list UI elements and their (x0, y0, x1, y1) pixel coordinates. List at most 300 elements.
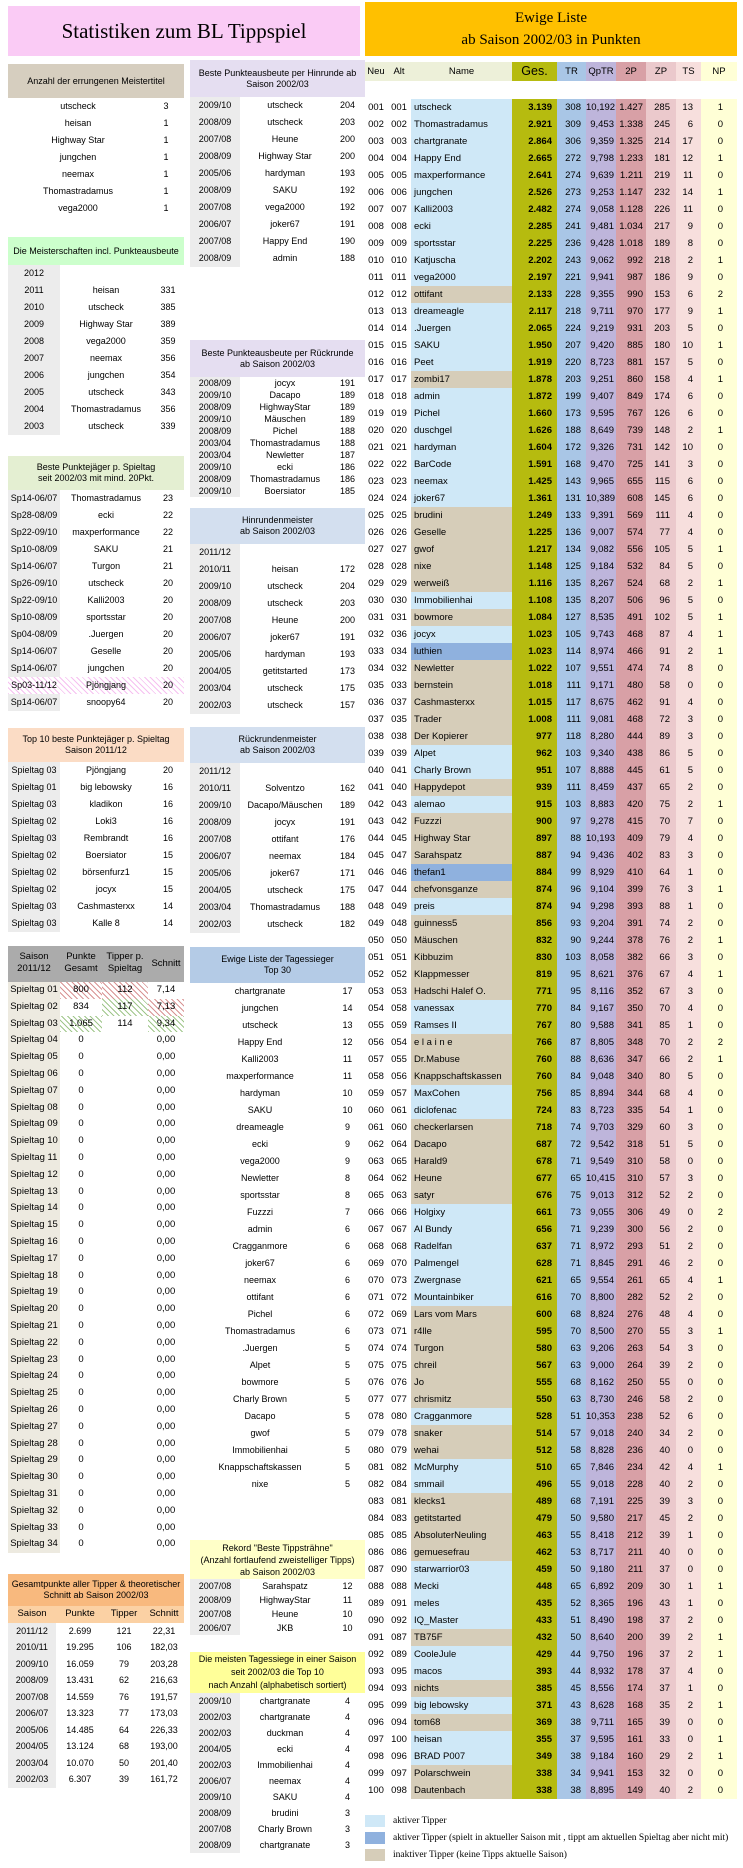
tr-value: 58 (557, 1442, 586, 1459)
points: 356 (160, 353, 176, 363)
tipper-name: sportsstar (411, 235, 512, 252)
header-line1: Beste Punkteausbeute per Hinrunde ab (198, 67, 357, 78)
table-row (190, 1408, 365, 1425)
table-row (8, 1116, 184, 1133)
qptr-value: 9,798 (586, 150, 616, 167)
table-row (8, 490, 184, 507)
ranking-row (365, 490, 743, 507)
rank-new: 079 (368, 1428, 384, 1439)
table-row (190, 1425, 365, 1442)
zp-value: 40 (646, 1476, 676, 1493)
zp-value: 64 (646, 864, 676, 881)
total-points: 874 (512, 881, 557, 898)
tr-value: 274 (557, 167, 586, 184)
tr-value: 236 (557, 235, 586, 252)
qptr-value: 8,162 (586, 1374, 616, 1391)
points: 157 (339, 700, 356, 710)
tipper-name: jungchen (241, 1003, 279, 1013)
points: 22 (162, 527, 173, 537)
np-value: 1 (701, 184, 737, 201)
tippers-count (102, 1049, 148, 1066)
qptr-value: 8,800 (586, 1289, 616, 1306)
2p-value: 444 (616, 728, 646, 745)
total-points: 2.202 (512, 252, 557, 269)
np-value: 0 (701, 1306, 737, 1323)
tipper-name: heisan (271, 564, 299, 574)
average: 193,00 (150, 1741, 178, 1751)
header-line1: Beste Punktejäger p. Spieltag (36, 462, 156, 472)
table-row (190, 1119, 365, 1136)
table-row (8, 282, 184, 299)
total-points: 1.626 (512, 422, 557, 439)
zp-value: 33 (646, 1731, 676, 1748)
qptr-value: 9,326 (586, 439, 616, 456)
rank-old: 086 (391, 1547, 407, 1558)
rank-old: 051 (391, 952, 407, 963)
tipper-name: satyr (411, 1187, 512, 1204)
year: 2009 (8, 316, 60, 333)
tippers-count: 112 (102, 982, 148, 999)
zp-value: 96 (646, 592, 676, 609)
rank-new: 075 (368, 1360, 384, 1371)
zp-value: 65 (646, 779, 676, 796)
qptr-value: 9,554 (586, 1272, 616, 1289)
average: 0,00 (156, 1219, 176, 1231)
qptr-value: 9,359 (586, 133, 616, 150)
season: 2006/07 (190, 848, 240, 865)
qptr-value: 8,490 (586, 1612, 616, 1629)
np-value: 0 (701, 354, 737, 371)
rank-old: 092 (391, 1615, 407, 1626)
ranking-row (365, 1306, 743, 1323)
rank-new: 021 (368, 442, 384, 453)
table-hinrunde (190, 60, 365, 267)
table-row (8, 1722, 184, 1739)
table-row (8, 1503, 184, 1520)
tipper-name: Kalle 8 (92, 918, 120, 928)
points: 23 (162, 493, 173, 503)
ranking-row (365, 303, 743, 320)
table-header (190, 60, 365, 97)
rank-old: 091 (391, 1598, 407, 1609)
np-value: 0 (701, 405, 737, 422)
season: 2007/08 (190, 1579, 240, 1593)
year: 2007 (8, 350, 60, 367)
ranking-row (365, 1493, 743, 1510)
rank-new: 032 (368, 629, 384, 640)
tr-value: 94 (557, 847, 586, 864)
title-count: 1 (163, 169, 169, 179)
points: 6.307 (68, 1774, 92, 1784)
table-row (8, 982, 184, 999)
ts-value: 5 (676, 609, 701, 626)
rank-old: 004 (391, 153, 407, 164)
matchday-label: Spieltag 03 (8, 898, 60, 915)
tr-value: 93 (557, 915, 586, 932)
col-header-punkte: Punkte (56, 1606, 104, 1623)
np-value: 1 (701, 966, 737, 983)
np-value: 0 (701, 983, 737, 1000)
zp-value: 39 (646, 1493, 676, 1510)
tipper-name: checkerlarsen (411, 1119, 512, 1136)
2p-value: 238 (616, 1408, 646, 1425)
points: 16 (162, 782, 173, 792)
2p-value: 217 (616, 1510, 646, 1527)
tipper-name: dreameagle (236, 1122, 284, 1132)
ts-value: 10 (676, 337, 701, 354)
tipper-name: snaker (411, 1425, 512, 1442)
ts-value: 8 (676, 660, 701, 677)
ranking-row (365, 541, 743, 558)
np-value: 1 (701, 422, 737, 439)
year: 2012 (8, 265, 60, 282)
qptr-value: 9,007 (586, 524, 616, 541)
table-meiste-tagessiege (190, 1652, 365, 1853)
np-value: 1 (701, 1646, 737, 1663)
tipper-name: r4lle (411, 1323, 512, 1340)
rank-old: 053 (391, 986, 407, 997)
table-row (190, 1593, 365, 1607)
total-points: 856 (512, 915, 557, 932)
ranking-row (365, 1272, 743, 1289)
rank-new: 072 (368, 1309, 384, 1320)
tipper-name: vanessax (411, 1000, 512, 1017)
rank-new: 052 (368, 969, 384, 980)
2p-value: 402 (616, 847, 646, 864)
np-value: 1 (701, 1323, 737, 1340)
wins-count: 10 (342, 1105, 353, 1115)
ranking-row (365, 439, 743, 456)
ranking-row (365, 966, 743, 983)
2p-value: 344 (616, 1085, 646, 1102)
season: 2006/07 (190, 629, 240, 646)
tr-value: 68 (557, 1374, 586, 1391)
rank-old: 048 (391, 918, 407, 929)
2p-value: 318 (616, 1136, 646, 1153)
zp-value: 245 (646, 116, 676, 133)
2p-value: 211 (616, 1544, 646, 1561)
points-total: 0 (78, 1151, 84, 1163)
2p-value: 655 (616, 473, 646, 490)
2p-value: 240 (616, 1425, 646, 1442)
table-row (8, 316, 184, 333)
2p-value: 246 (616, 1391, 646, 1408)
points: 356 (160, 404, 176, 414)
rank-new: 083 (368, 1496, 384, 1507)
header-line2: ab Saison 2002/03 (239, 526, 316, 536)
average: 7,13 (148, 999, 184, 1016)
total-points: 338 (512, 1782, 557, 1799)
tr-value: 65 (557, 1272, 586, 1289)
np-value: 0 (701, 456, 737, 473)
ts-value: 4 (676, 966, 701, 983)
ewige-liste-body (365, 99, 743, 1799)
tr-value: 220 (557, 354, 586, 371)
table-row (190, 865, 365, 882)
points: 20 (162, 697, 173, 707)
average: 0,00 (156, 1034, 176, 1046)
tipper-name: Newletter (411, 660, 512, 677)
average: 0,00 (156, 1454, 176, 1466)
tipper-name: Fuzzzi (411, 813, 512, 830)
col-header-2p: 2P (616, 62, 646, 81)
rank-new: 047 (368, 884, 384, 895)
wins-count: 6 (344, 1241, 350, 1251)
tr-value: 53 (557, 1544, 586, 1561)
average: 0,00 (156, 1487, 176, 1499)
rank-old: 098 (391, 1785, 407, 1796)
ts-value: 1 (676, 864, 701, 881)
header-line2: seit 2002/03 mit mind. 20Pkt. (37, 473, 155, 483)
average: 0,00 (156, 1252, 176, 1264)
matchday-label: Sp14-06/07 (8, 694, 60, 711)
tipper-name: Cashmasterxx (77, 901, 135, 911)
header-line2: Saison 2011/12 (65, 745, 127, 755)
points-total: 0 (78, 1487, 84, 1499)
ranking-row (365, 1136, 743, 1153)
rank-new: 054 (368, 1003, 384, 1014)
rank-old: 014 (391, 323, 407, 334)
rank-new: 028 (368, 561, 384, 572)
points (152, 265, 184, 282)
tipper-name: HighwayStar (259, 402, 311, 412)
wins-count: 6 (344, 1258, 350, 1268)
qptr-value: 9,941 (586, 269, 616, 286)
tipper-name: jungchen (87, 663, 125, 673)
rank-old: 036 (391, 629, 407, 640)
tipper-name: Highway Star (411, 830, 512, 847)
table-row (8, 830, 184, 847)
points-total: 0 (78, 1454, 84, 1466)
ts-value: 2 (676, 1289, 701, 1306)
tipper-name: jungchen (411, 184, 512, 201)
ranking-row (365, 1119, 743, 1136)
table-row (190, 1837, 365, 1853)
2p-value: 608 (616, 490, 646, 507)
tippers-count (102, 1066, 148, 1083)
table-row (8, 779, 184, 796)
table-row (190, 1607, 365, 1621)
ts-value: 3 (676, 456, 701, 473)
table-row (8, 1200, 184, 1217)
points: 191 (339, 378, 356, 388)
rank-old: 040 (391, 782, 407, 793)
tr-value: 51 (557, 1612, 586, 1629)
qptr-value: 8,459 (586, 779, 616, 796)
ranking-row (365, 201, 743, 218)
table-row (8, 1402, 184, 1419)
np-value: 1 (701, 626, 737, 643)
wins-count: 5 (344, 1428, 350, 1438)
tr-value: 111 (557, 711, 586, 728)
table-row (8, 1623, 184, 1640)
table-rueckrundenmeister (190, 727, 365, 933)
ts-value: 0 (676, 1765, 701, 1782)
ranking-row (365, 1238, 743, 1255)
tippers-count (102, 1536, 148, 1553)
table-header: Anzahl der errungenen Meistertitel (8, 64, 184, 98)
2p-value: 165 (616, 1714, 646, 1731)
rank-new: 082 (368, 1479, 384, 1490)
rank-new: 060 (368, 1105, 384, 1116)
qptr-value: 8,280 (586, 728, 616, 745)
total-points: 489 (512, 1493, 557, 1510)
ranking-row (365, 830, 743, 847)
average: 216,63 (150, 1675, 178, 1685)
table-row (190, 1579, 365, 1593)
ranking-row (365, 99, 743, 116)
total-points: 687 (512, 1136, 557, 1153)
rank-new: 069 (368, 1258, 384, 1269)
qptr-value: 9,580 (586, 1510, 616, 1527)
rank-new: 035 (368, 680, 384, 691)
season: 2003/04 (8, 1755, 56, 1772)
table-subheader-row (8, 1606, 184, 1623)
rank-new: 091 (368, 1632, 384, 1643)
tippers-count (102, 1402, 148, 1419)
qptr-value: 9,171 (586, 677, 616, 694)
points: 14 (162, 901, 173, 911)
season: 2004/05 (8, 1738, 56, 1755)
2p-value: 725 (616, 456, 646, 473)
2p-value: 987 (616, 269, 646, 286)
points-total: 0 (78, 1336, 84, 1348)
points-total: 0 (78, 1219, 84, 1231)
rank-new: 074 (368, 1343, 384, 1354)
np-value: 1 (701, 303, 737, 320)
2p-value: 438 (616, 745, 646, 762)
tippers-count (102, 1352, 148, 1369)
ts-value: 0 (676, 1374, 701, 1391)
total-points: 897 (512, 830, 557, 847)
tr-value: 117 (557, 694, 586, 711)
header-line2: seit 2002/03 die Top 10 (231, 1667, 324, 1677)
table-row (8, 915, 184, 932)
wins-count: 5 (344, 1377, 350, 1387)
tipper-name: Knappschaftskassen (218, 1462, 302, 1472)
qptr-value: 9,278 (586, 813, 616, 830)
np-value: 0 (701, 1714, 737, 1731)
year: 2003 (8, 418, 60, 435)
table-header (190, 508, 365, 544)
2p-value: 300 (616, 1221, 646, 1238)
tipper-name: Immobilienhai (411, 592, 512, 609)
ts-value: 3 (676, 1340, 701, 1357)
table-row (8, 115, 184, 132)
ts-value: 3 (676, 1170, 701, 1187)
tippers-count (102, 1251, 148, 1268)
rank-old: 055 (391, 1054, 407, 1065)
tipper-name: Thomastradamus (411, 116, 512, 133)
np-value: 0 (701, 1255, 737, 1272)
average: 182,03 (150, 1642, 178, 1652)
tipper-name: utscheck (242, 1020, 278, 1030)
tipper-name: utscheck (267, 581, 303, 591)
rank-old: 008 (391, 221, 407, 232)
table-header: Die Meisterschaften incl. Punkteausbeute (8, 237, 184, 265)
total-points: 393 (512, 1663, 557, 1680)
rank-new: 012 (368, 289, 384, 300)
total-points: 1.872 (512, 388, 557, 405)
ranking-row (365, 694, 743, 711)
table-header (190, 1540, 365, 1579)
tr-value: 88 (557, 830, 586, 847)
total-points: 628 (512, 1255, 557, 1272)
tipper-name: nichts (411, 1680, 512, 1697)
table-row (190, 831, 365, 848)
rank-new: 063 (368, 1156, 384, 1167)
qptr-value: 8,556 (586, 1680, 616, 1697)
tipper-name: Dacapo (269, 390, 301, 400)
table-row (8, 1452, 184, 1469)
table-row (190, 473, 365, 485)
rank-new: 013 (368, 306, 384, 317)
tr-value: 118 (557, 728, 586, 745)
np-value: 0 (701, 133, 737, 150)
tippers: 64 (118, 1724, 129, 1735)
tipper-name: vega2000 (265, 202, 305, 212)
zp-value: 52 (646, 1187, 676, 1204)
average: 0,00 (156, 1437, 176, 1449)
tr-value: 87 (557, 1034, 586, 1051)
tipper-name: chefvonsganze (411, 881, 512, 898)
qptr-value: 9,391 (586, 507, 616, 524)
qptr-value: 9,048 (586, 1068, 616, 1085)
matchday-label: Sp04-08/09 (8, 626, 60, 643)
year: 2005 (8, 384, 60, 401)
np-value: 0 (701, 235, 737, 252)
table-row (8, 1520, 184, 1537)
2p-value: 409 (616, 830, 646, 847)
qptr-value: 9,000 (586, 1357, 616, 1374)
qptr-value: 10,389 (586, 490, 616, 507)
average: 0,00 (156, 1521, 176, 1533)
average: 191,57 (150, 1691, 178, 1702)
table-header-row (365, 62, 743, 81)
header-line2: Saison 2002/03 (246, 78, 309, 89)
rank-old: 027 (391, 544, 407, 555)
ts-value: 0 (676, 1714, 701, 1731)
points: 188 (339, 438, 356, 448)
points-total: 0 (78, 1101, 84, 1113)
qptr-value: 9,711 (586, 1714, 616, 1731)
np-value: 1 (701, 1731, 737, 1748)
matchday-label: Spieltag 22 (8, 1335, 60, 1352)
table-top10-punktejaeger (8, 728, 184, 932)
ranking-row (365, 1476, 743, 1493)
zp-value: 52 (646, 1408, 676, 1425)
2p-value: 466 (616, 643, 646, 660)
ts-value: 2 (676, 1255, 701, 1272)
wins-count: 6 (344, 1275, 350, 1285)
tipper-name: Al Bundy (411, 1221, 512, 1238)
rank-new: 059 (368, 1088, 384, 1099)
total-points: 621 (512, 1272, 557, 1289)
rank-new: 002 (368, 119, 384, 130)
tr-value: 65 (557, 1578, 586, 1595)
2p-value: 312 (616, 1187, 646, 1204)
total-points: 2.482 (512, 201, 557, 218)
season: 2006/07 (8, 1705, 56, 1722)
points-total: 0 (78, 1118, 84, 1130)
qptr-value: 9,542 (586, 1136, 616, 1153)
rank-new: 019 (368, 408, 384, 419)
table-row (190, 1187, 365, 1204)
season: 2005/06 (190, 646, 240, 663)
np-value: 0 (701, 592, 737, 609)
season: 2007/08 (190, 1821, 240, 1837)
total-points: 496 (512, 1476, 557, 1493)
